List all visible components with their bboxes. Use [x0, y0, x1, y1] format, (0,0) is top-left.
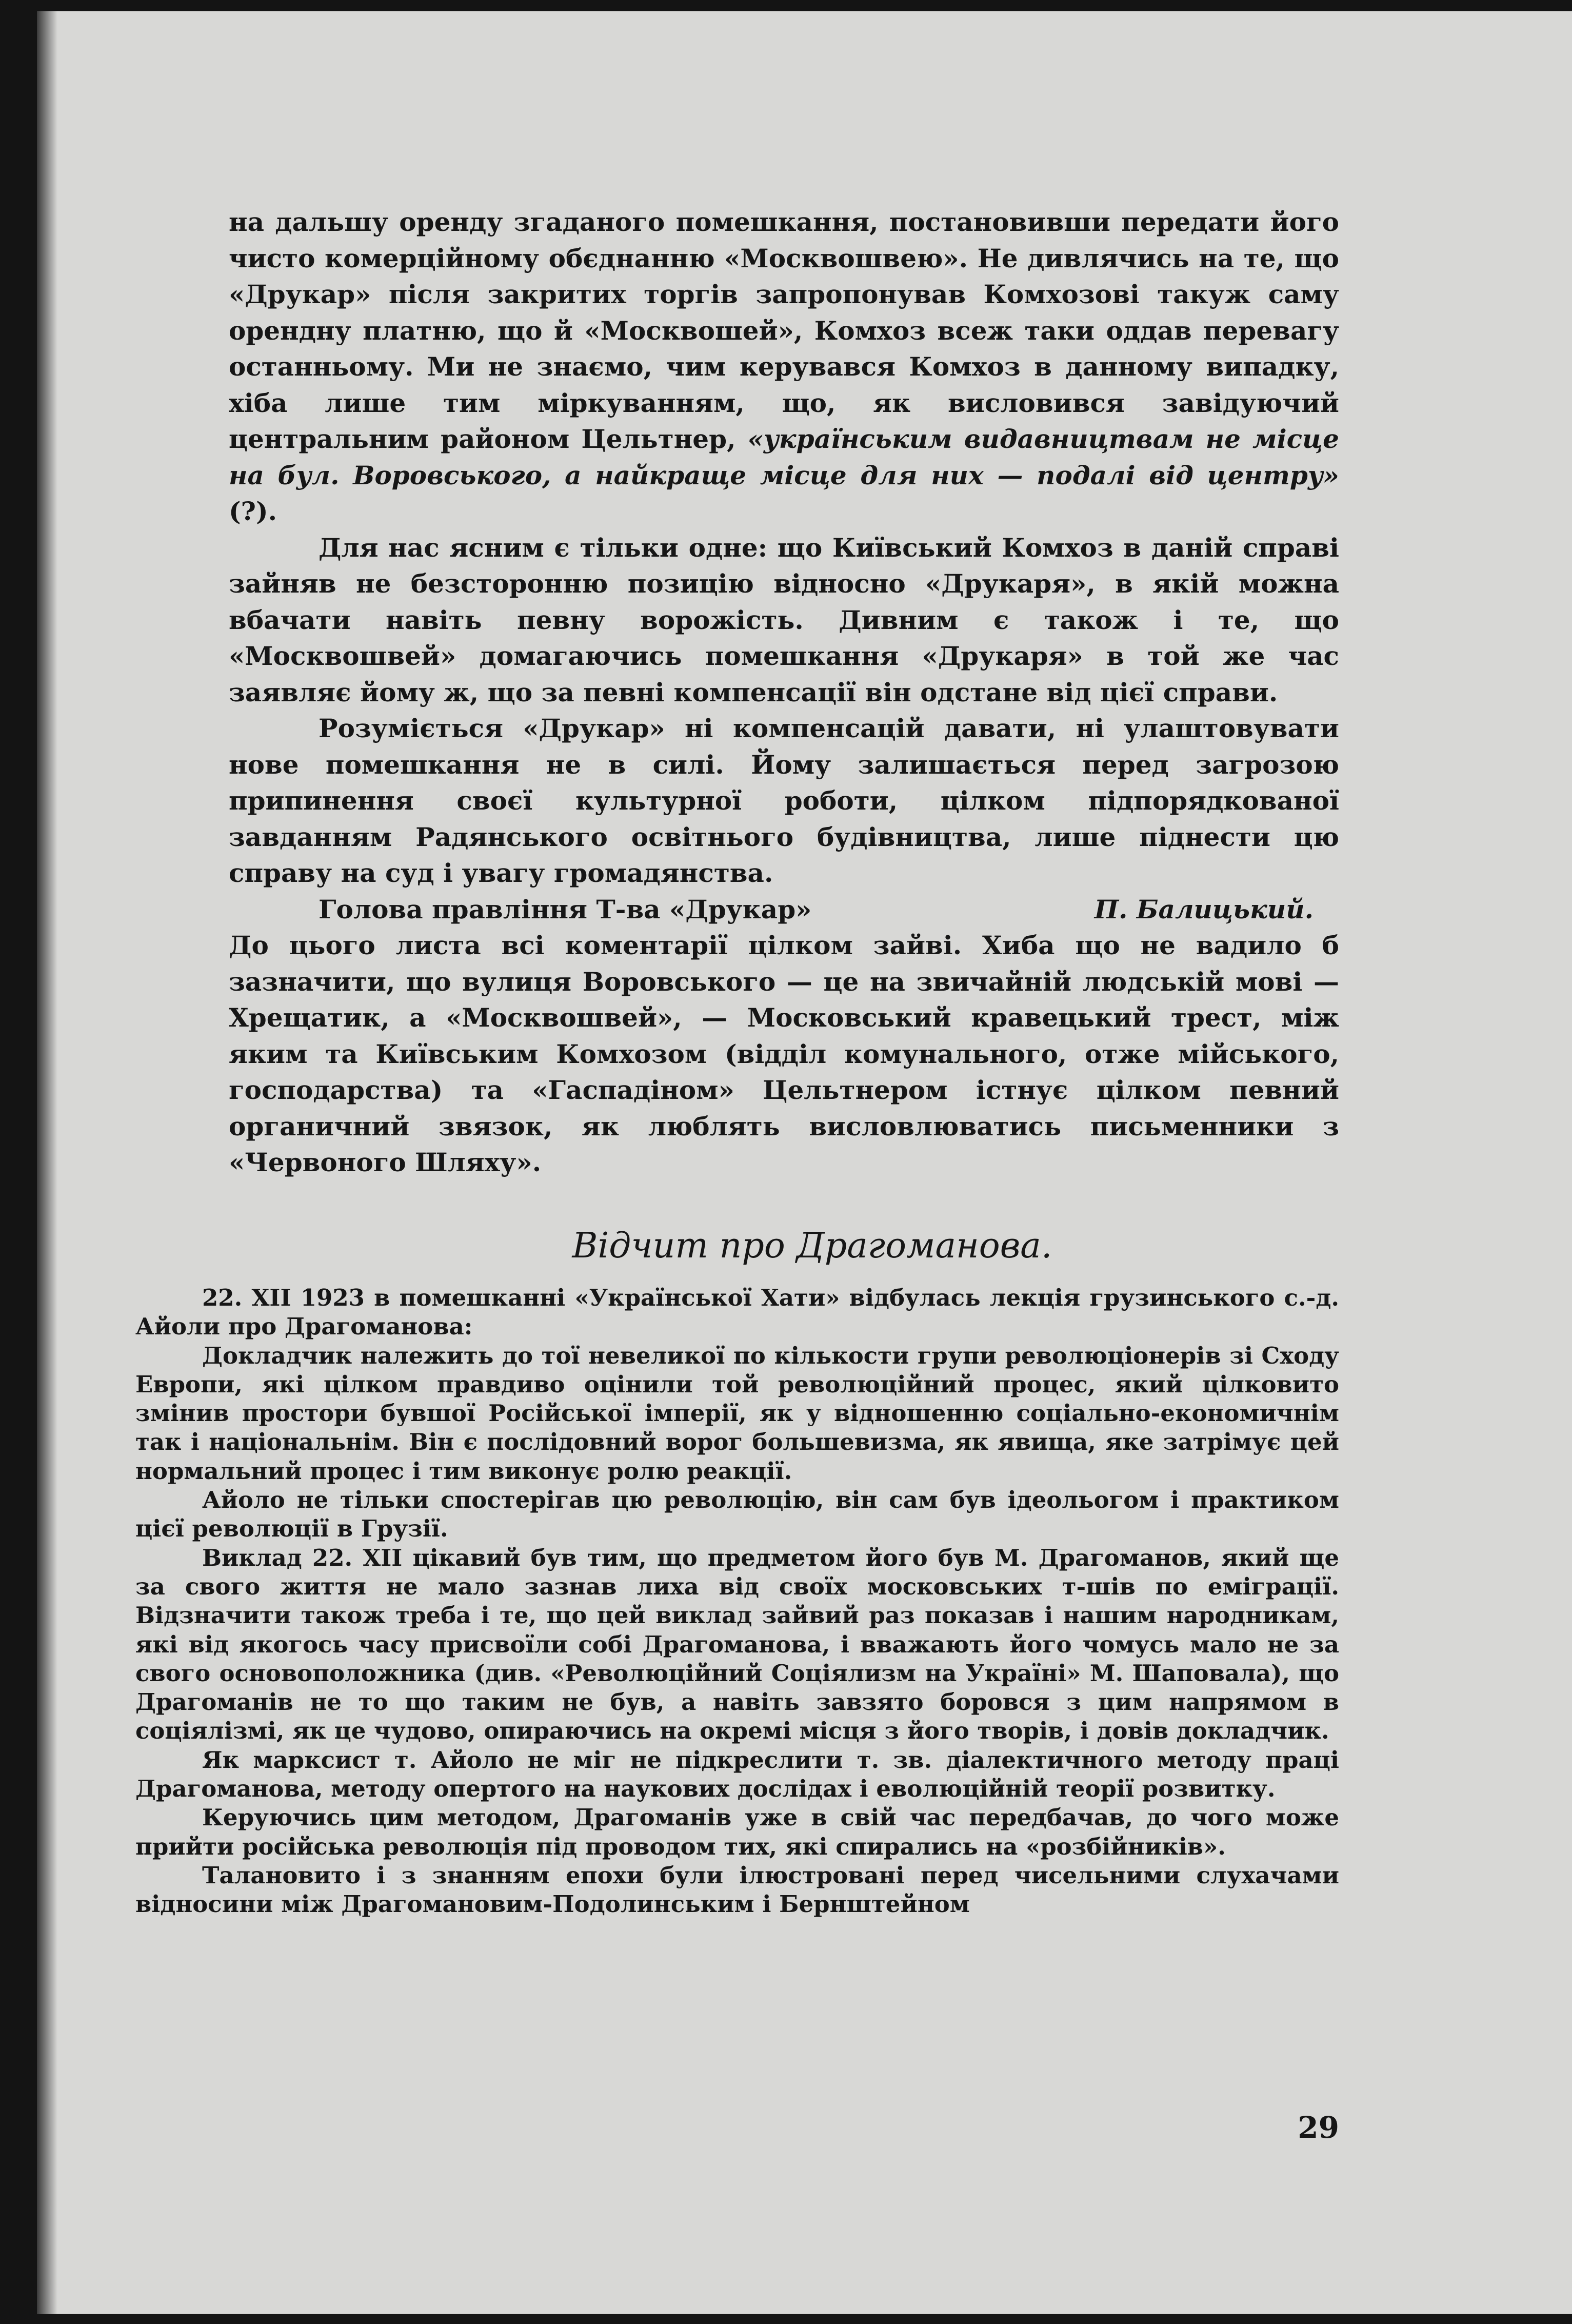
report-paragraph-6: Керуючись цим методом, Драгоманів уже в свій час передбачав, до чого може прийти російська революція під проводом тих, які спирались на «розбійників».	[135, 1804, 1339, 1860]
report-paragraph-7: Талановито і з знанням епохи були ілюстровані перед чисельними слухачами відносини між Драгомановим-Подолинським і Бернштейном	[135, 1861, 1339, 1918]
report-paragraph-3: Айоло не тільки спостерігав цю революцію, він сам був ідеольогом і практиком цієї революції в Грузії.	[135, 1486, 1339, 1543]
lecture-report	[135, 1284, 1339, 1919]
binding-shadow	[37, 11, 57, 2314]
letter-paragraph-3: Розуміється «Друкар» ні компенсацій давати, ні улаштовувати нове помешкання не в силі. Йому залишається перед загрозою припинення своєї культурної роботи, цілком підпорядкованої завданням Радянського освітнього будівництва, лише піднести цю справу на суд і увагу громадянства.	[229, 713, 1339, 888]
report-paragraph-5: Як марксист т. Айоло не міг не підкреслити т. зв. діалектичного методу праці Драгоманова, методу опертого на наукових дослідах і еволюційній теорії розвитку.	[135, 1746, 1339, 1803]
letter-text	[229, 204, 1339, 1181]
page-number: 29	[1298, 2110, 1339, 2145]
report-paragraph-4: Виклад 22. XII цікавий був тим, що предметом його був М. Драгоманов, який ще за свого життя не мало зазнав лиха від своїх московських т-шів по еміграції. Відзначити також треба і те, що цей виклад зайвий раз показав і нашим народникам, які від якогось часу присвоїли собі Драгоманова, і вважають його чомусь мало не за свого основоположника (див. «Революційний Соціялизм на Україні» М. Шаповала), що Драгоманів не то що таким не був, а навіть завзято боровся з цим напрямом в соціялізмі, як це чудово, опираючись на окремі місця з його творів, і довів докладчик.	[135, 1544, 1339, 1745]
book-page	[37, 11, 1572, 2314]
section-title: Відчит про Драгоманова.	[572, 1226, 1052, 1266]
report-paragraph-1: 22. XII 1923 в помешканні «Української Хати» відбулась лекція грузинського с.-д. Айоли про Драгоманова:	[135, 1284, 1339, 1341]
report-paragraph-2: Докладчик належить до тої невеликої по кількости групи революціонерів зі Сходу Европи, які цілком правдиво оцінили той революційний процес, який цілковито змінив простори бувшої Російської імперії, як у відношенню соціально-економичнім так і національнім. Він є послідовний ворог большевизма, як явища, яке затрімує цей нормальний процес і тим виконує ролю реакції.	[135, 1342, 1339, 1485]
editorial-comment: До цього листа всі коментарії цілком зайві. Хиба що не вадило б зазначити, що вулиця Воровського — це на звичайній людській мові — Хрещатик, а «Москвошвей», — Московський кравецький трест, між яким та Київським Комхозом (відділ комунального, отже мійського, господарства) та «Гаспадіном» Цельтнером істнує цілком певний органичний звязок, як люблять висловлюватись письменники з «Червоного Шляху».	[229, 930, 1339, 1177]
signature-label: Голова правління Т-ва «Друкар»	[319, 894, 812, 924]
letter-paragraph-2: Для нас ясним є тільки одне: що Київський Комхоз в даній справі зайняв не безсторонню позицію відносно «Друкаря», в якій можна вбачати навіть певну ворожість. Дивним є також і те, що «Москвошвей» домагаючись помешкання «Друкаря» в той же час заявляє йому ж, що за певні компенсації він одстане від цієї справи.	[229, 532, 1339, 707]
letter-paragraph-1: на дальшу оренду згаданого помешкання, постановивши передати його чисто комерційному обєднанню «Москвошвею». Не дивлячись на те, що «Друкар» після закритих торгів запропонував Комхозові такуж саму орендну платню, що й «Москвошей», Комхоз всеж таки оддав перевагу останньому. Ми не знаємо, чим керувався Комхоз в данному випадку, хіба лише тим міркуванням, що, як висловився завідуючий центральним районом Цельтнер, «українським видавництвам не місце на бул. Воровського, а найкраще місце для них — подалі від центру» (?).	[229, 207, 1339, 526]
signature-line	[229, 892, 1339, 928]
signature-name: П. Балицький.	[1094, 894, 1314, 924]
quote-italic: «українським видавництвам не місце на бул. Воровського, а найкраще місце для них — подалі від центру»	[229, 424, 1339, 490]
